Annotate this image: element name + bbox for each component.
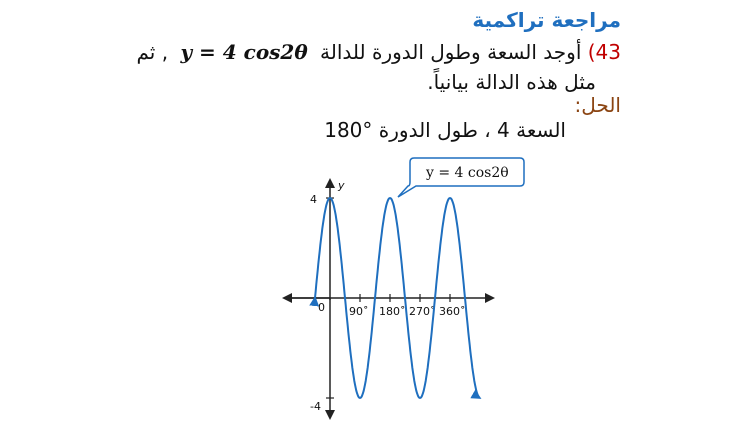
x-tick-label: 90˚ [349,305,369,318]
x-tick-label: 180˚ [379,305,406,318]
x-tick-label: 270˚ [409,305,436,318]
question-text: أوجد السعة وطول الدورة للدالة [320,40,582,64]
question-number: 43) [587,40,621,64]
solution-label: الحل: [574,93,621,117]
callout-formula: y = 4 cos2θ [426,165,509,181]
y-tick-label-top: 4 [310,193,317,206]
question-formula: y = 4 cos2θ [180,40,308,64]
solution-answer: السعة 4 ، طول الدورة °180 [324,118,566,142]
origin-label: 0 [318,301,325,314]
y-tick-label-bottom: -4 [310,400,321,413]
x-tick-label: 360˚ [439,305,466,318]
question-line-2: مثل هذه الدالة بيانياً. [427,70,596,94]
question-text-after: , ثم [136,40,169,64]
section-title: مراجعة تراكمية [472,8,621,32]
y-axis-label: y [338,179,345,192]
